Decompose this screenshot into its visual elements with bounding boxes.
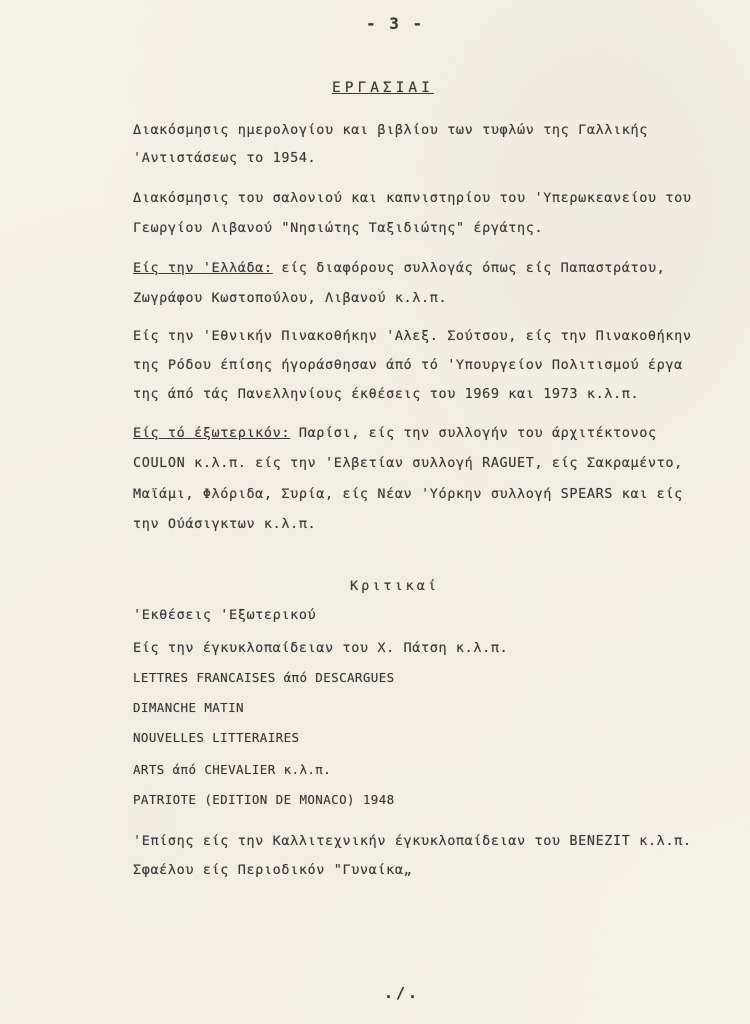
works-paragraph-1-line-2: 'Αντιστάσεως το 1954. <box>133 150 317 166</box>
abroad-text: Παρίσι, είς την συλλογήν του άρχιτέκτονος <box>290 425 657 441</box>
works-paragraph-5-line-1 <box>133 425 657 441</box>
critics-line: NOUVELLES LITTERAIRES <box>133 730 300 745</box>
critics-line: LETTRES FRANCAISES άπό DESCARGUES <box>133 670 395 685</box>
works-paragraph-4-line-1: Είς την 'Εθνικήν Πινακοθήκην 'Αλεξ. Σούτσου, είς την Πινακοθήκην <box>133 328 692 344</box>
greece-label: Είς την 'Ελλάδα: <box>133 260 273 276</box>
critics-line: ARTS άπό CHEVALIER κ.λ.π. <box>133 762 332 777</box>
section-heading-critics: Κριτικαί <box>350 578 440 594</box>
works-paragraph-5-line-3: Μαϊάμι, Φλόριδα, Συρία, είς Νέαν 'Υόρκην συλλογή SPEARS και είς <box>133 486 683 502</box>
works-paragraph-2-line-2: Γεωργίου Λιβανού "Νησιώτης Ταξιδιώτης" έργάτης. <box>133 220 544 236</box>
continuation-mark: ./. <box>384 984 421 1002</box>
greece-text: είς διαφόρους συλλογάς όπως είς Παπαστράτου, <box>272 260 666 276</box>
works-paragraph-4-line-2: της Ρόδου έπίσης ήγοράσθησαν άπό τό 'Υπουργείον Πολιτισμού έργα <box>133 357 683 373</box>
critics-line: 'Επίσης είς την Καλλιτεχνικήν έγκυκλοπαίδειαν του BENEZIT κ.λ.π. <box>133 833 692 849</box>
abroad-label: Είς τό έξωτερικόν: <box>133 425 291 441</box>
section-heading-works: ΕΡΓΑΣΙΑΙ <box>332 80 434 96</box>
page-number: - 3 - <box>366 14 425 33</box>
works-paragraph-3-line-1 <box>133 260 665 276</box>
works-paragraph-3-line-2: Ζωγράφου Κωστοπούλου, Λιβανού κ.λ.π. <box>133 290 448 306</box>
works-paragraph-1-line-1: Διακόσμησις ημερολογίου και βιβλίου των τυφλών της Γαλλικής <box>133 122 648 138</box>
works-paragraph-4-line-3: της άπό τάς Πανελληνίους έκθέσεις του 1969 και 1973 κ.λ.π. <box>133 386 640 402</box>
critics-line: DIMANCHE MATIN <box>133 700 244 715</box>
critics-line: Είς την έγκυκλοπαίδειαν του Χ. Πάτση κ.λ.π. <box>133 640 509 656</box>
works-paragraph-2-line-1: Διακόσμησις του σαλονιού και καπνιστηρίου του 'Υπερωκεανείου του <box>133 190 692 206</box>
works-paragraph-5-line-2: COULON κ.λ.π. είς την 'Ελβετίαν συλλογή RAGUET, είς Σακραμέντο, <box>133 455 683 471</box>
works-paragraph-5-line-4: την Ούάσιγκτων κ.λ.π. <box>133 516 317 532</box>
critics-line: PATRIOTE (EDITION DE MONACO) 1948 <box>133 792 395 807</box>
critics-line: Σφαέλου είς Περιοδικόν "Γυναίκα„ <box>133 862 413 878</box>
critics-line: 'Εκθέσεις 'Εξωτερικού <box>133 607 317 623</box>
